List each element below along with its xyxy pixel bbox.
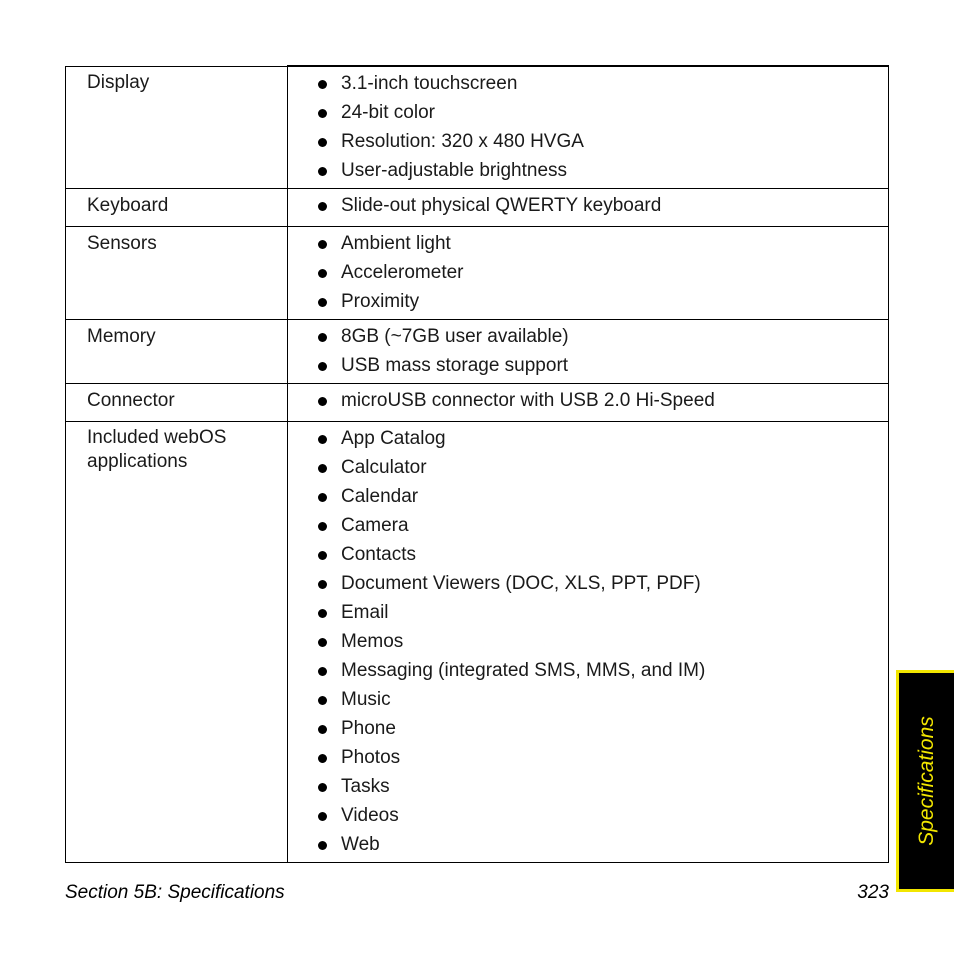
side-tab-label: Specifications xyxy=(914,716,938,846)
spec-label xyxy=(66,422,288,863)
list-item: Tasks xyxy=(288,772,884,801)
list-item: Ambient light xyxy=(288,229,884,258)
spec-label-line: Included webOS xyxy=(87,427,227,448)
list-item: Document Viewers (DOC, XLS, PPT, PDF) xyxy=(288,569,884,598)
spec-label: Sensors xyxy=(66,227,288,320)
list-item: 8GB (~7GB user available) xyxy=(288,322,884,351)
list-item: Resolution: 320 x 480 HVGA xyxy=(288,127,884,156)
bullet-icon xyxy=(318,812,327,821)
bullet-icon xyxy=(318,754,327,763)
spec-values xyxy=(288,66,889,189)
list-item: 24-bit color xyxy=(288,98,884,127)
footer-section-title: Section 5B: Specifications xyxy=(65,882,285,903)
bullet-icon xyxy=(318,435,327,444)
list-item: Camera xyxy=(288,511,884,540)
bullet-icon xyxy=(318,240,327,249)
bullet-icon xyxy=(318,333,327,342)
spec-row-applications xyxy=(66,422,889,863)
bullet-icon xyxy=(318,397,327,406)
bullet-icon xyxy=(318,667,327,676)
list-item: Photos xyxy=(288,743,884,772)
bullet-icon xyxy=(318,493,327,502)
list-item: Music xyxy=(288,685,884,714)
spec-values xyxy=(288,227,889,320)
list-item: 3.1-inch touchscreen xyxy=(288,69,884,98)
list-item: Contacts xyxy=(288,540,884,569)
bullet-icon xyxy=(318,551,327,560)
spec-row-connector xyxy=(66,384,889,422)
bullet-icon xyxy=(318,464,327,473)
bullet-icon xyxy=(318,841,327,850)
list-item: Email xyxy=(288,598,884,627)
spec-row-keyboard xyxy=(66,189,889,227)
spec-label-line: applications xyxy=(87,451,188,472)
list-item: Messaging (integrated SMS, MMS, and IM) xyxy=(288,656,884,685)
list-item: App Catalog xyxy=(288,424,884,453)
bullet-icon xyxy=(318,580,327,589)
spec-values xyxy=(288,320,889,384)
section-side-tab xyxy=(896,670,954,892)
list-item: Memos xyxy=(288,627,884,656)
spec-values xyxy=(288,384,889,422)
list-item: Calculator xyxy=(288,453,884,482)
bullet-icon xyxy=(318,167,327,176)
page-number: 323 xyxy=(857,882,889,903)
bullet-icon xyxy=(318,80,327,89)
spec-values xyxy=(288,189,889,227)
list-item: USB mass storage support xyxy=(288,351,884,380)
bullet-icon xyxy=(318,269,327,278)
spec-row-display xyxy=(66,66,889,189)
spec-label: Memory xyxy=(66,320,288,384)
spec-label: Keyboard xyxy=(66,189,288,227)
bullet-icon xyxy=(318,362,327,371)
bullet-icon xyxy=(318,609,327,618)
specifications-table xyxy=(65,65,889,863)
bullet-icon xyxy=(318,202,327,211)
bullet-icon xyxy=(318,725,327,734)
list-item: Videos xyxy=(288,801,884,830)
spec-label: Connector xyxy=(66,384,288,422)
list-item: Proximity xyxy=(288,287,884,316)
list-item: Web xyxy=(288,830,884,859)
list-item: User-adjustable brightness xyxy=(288,156,884,185)
bullet-icon xyxy=(318,298,327,307)
list-item: microUSB connector with USB 2.0 Hi-Speed xyxy=(288,386,884,415)
bullet-icon xyxy=(318,638,327,647)
spec-label: Display xyxy=(66,66,288,189)
bullet-icon xyxy=(318,783,327,792)
list-item: Slide-out physical QWERTY keyboard xyxy=(288,191,884,220)
spec-row-memory xyxy=(66,320,889,384)
spec-values xyxy=(288,422,889,863)
bullet-icon xyxy=(318,696,327,705)
spec-row-sensors xyxy=(66,227,889,320)
list-item: Accelerometer xyxy=(288,258,884,287)
bullet-icon xyxy=(318,522,327,531)
bullet-icon xyxy=(318,138,327,147)
list-item: Calendar xyxy=(288,482,884,511)
bullet-icon xyxy=(318,109,327,118)
list-item: Phone xyxy=(288,714,884,743)
